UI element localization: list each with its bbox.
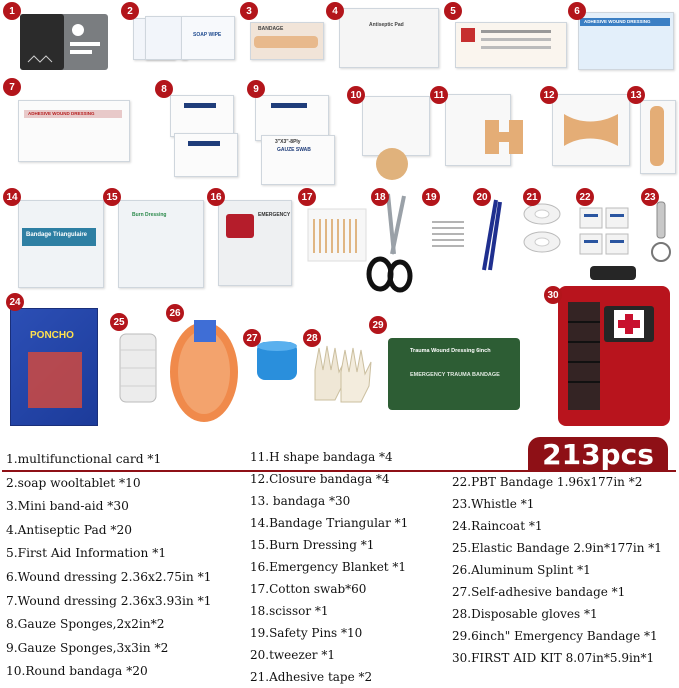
item-badge-15: 15	[103, 188, 121, 206]
whistle-icon	[648, 198, 674, 268]
contents-column-1	[6, 448, 211, 684]
item-badge-26: 26	[166, 304, 184, 322]
item-badge-14: 14	[3, 188, 21, 206]
item-badge-9: 9	[247, 80, 265, 98]
first-aid-information-card	[455, 22, 567, 68]
first-aid-kit-bag-icon	[552, 262, 676, 430]
list-item: 15.Burn Dressing *1	[250, 538, 375, 552]
soap-wipes	[133, 12, 236, 64]
item-badge-30: 30	[544, 286, 562, 304]
item-badge-27: 27	[243, 329, 261, 347]
burn-dressing	[118, 200, 204, 290]
item-badge-5: 5	[444, 2, 462, 20]
disposable-gloves-icon	[305, 340, 379, 406]
bandages-strip	[640, 100, 676, 180]
list-item: 24.Raincoat *1	[452, 519, 543, 533]
item-badge-11: 11	[430, 86, 448, 104]
aluminum-splint-icon	[168, 316, 242, 426]
item-badge-29: 29	[369, 316, 387, 334]
contents-column-2	[250, 446, 408, 688]
gauze-size-label: 3"X3"-8Ply	[275, 139, 301, 145]
burn-label: Burn Dressing	[132, 212, 167, 218]
list-item: 18.scissor *1	[250, 604, 329, 618]
safety-pins-icon	[428, 216, 470, 256]
item-badge-23: 23	[641, 188, 659, 206]
list-item: 4.Antiseptic Pad *20	[6, 522, 133, 537]
emergency-blanket	[218, 200, 294, 288]
list-item: 20.tweezer *1	[250, 648, 335, 662]
antiseptic-label: Antiseptic Pad	[369, 22, 404, 28]
item-badge-6: 6	[568, 2, 586, 20]
bandage-label: BANDAGE	[258, 26, 284, 32]
list-item: 14.Bandage Triangular *1	[250, 516, 409, 530]
adhesive-tape-icon	[512, 200, 572, 260]
item-badge-17: 17	[298, 188, 316, 206]
blanket-label: EMERGENCY	[258, 212, 291, 218]
item-badge-20: 20	[473, 188, 491, 206]
emergency-bandage-label-2: EMERGENCY TRAUMA BANDAGE	[410, 372, 500, 378]
list-item: 19.Safety Pins *10	[250, 626, 363, 640]
list-item: 6.Wound dressing 2.36x2.75in *1	[6, 569, 212, 584]
wound-dressing-label: ADHESIVE WOUND DRESSING	[584, 19, 651, 24]
adhesive-dressing-label: ADHESIVE WOUND DRESSING	[28, 111, 95, 116]
self-adhesive-bandage-icon	[253, 338, 301, 384]
item-badge-1: 1	[3, 2, 21, 20]
item-badge-4: 4	[326, 2, 344, 20]
closure-bandages	[552, 94, 632, 168]
emergency-bandage	[388, 338, 522, 412]
list-item: 1.multifunctional card *1	[6, 452, 162, 466]
multifunctional-card-icon	[18, 12, 110, 72]
soap-wipe-label: SOAP WIPE	[193, 32, 222, 38]
list-item: 28.Disposable gloves *1	[452, 607, 598, 621]
item-badge-8: 8	[155, 80, 173, 98]
item-badge-7: 7	[3, 78, 21, 96]
list-item: 30.FIRST AID KIT 8.07in*5.9in*1	[452, 651, 655, 665]
round-bandages	[362, 96, 434, 184]
list-item: 13. bandaga *30	[250, 494, 351, 508]
gauze-sponges-3x3	[255, 95, 335, 187]
list-item: 10.Round bandaga *20	[6, 664, 148, 679]
list-item: 29.6inch" Emergency Bandage *1	[452, 629, 658, 643]
wound-dressing-large	[18, 100, 130, 162]
item-badge-13: 13	[627, 86, 645, 104]
list-item: 12.Closure bandaga *4	[250, 472, 390, 486]
list-item: 22.PBT Bandage 1.96x177in *2	[452, 475, 643, 489]
list-item: 27.Self-adhesive bandage *1	[452, 585, 626, 599]
list-item: 16.Emergency Blanket *1	[250, 560, 407, 574]
raincoat-poncho	[10, 308, 98, 426]
item-badge-24: 24	[6, 293, 24, 311]
list-item: 17.Cotton swab*60	[250, 582, 367, 596]
h-shape-bandages	[445, 94, 535, 176]
gauze-sponges-2x2	[170, 95, 240, 177]
item-badge-18: 18	[371, 188, 389, 206]
list-item: 23.Whistle *1	[452, 497, 535, 511]
item-badge-2: 2	[121, 2, 139, 20]
list-item: 5.First Aid Information *1	[6, 546, 167, 561]
item-badge-28: 28	[303, 329, 321, 347]
list-item: 7.Wound dressing 2.36x3.93in *1	[6, 593, 212, 608]
bandage-triangular	[18, 200, 104, 290]
tweezer-icon	[478, 196, 508, 276]
item-badge-16: 16	[207, 188, 225, 206]
list-item: 25.Elastic Bandage 2.9in*177in *1	[452, 541, 662, 555]
antiseptic-pads	[339, 8, 439, 68]
emergency-bandage-label: Trauma Wound Dressing 6inch	[410, 348, 491, 354]
list-item: 8.Gauze Sponges,2x2in*2	[6, 617, 165, 632]
cotton-swabs	[302, 205, 372, 265]
list-item: 21.Adhesive tape *2	[250, 670, 373, 684]
list-item: 26.Aluminum Splint *1	[452, 563, 591, 577]
elastic-bandage-icon	[116, 330, 160, 406]
item-badge-19: 19	[422, 188, 440, 206]
item-count-badge: 213pcs	[528, 437, 668, 471]
item-badge-10: 10	[347, 86, 365, 104]
item-badge-12: 12	[540, 86, 558, 104]
triangular-label: Bandage Triangulaire	[26, 232, 88, 238]
item-badge-22: 22	[576, 188, 594, 206]
list-item: 2.soap wooltablet *10	[6, 475, 141, 490]
list-item: 11.H shape bandaga *4	[250, 450, 393, 464]
scissor-icon	[364, 190, 414, 300]
list-item: 9.Gauze Sponges,3x3in *2	[6, 640, 169, 655]
item-badge-21: 21	[523, 188, 541, 206]
pbt-bandage-icon	[576, 204, 632, 260]
list-item: 3.Mini band-aid *30	[6, 499, 129, 514]
item-badge-3: 3	[240, 2, 258, 20]
poncho-label: PONCHO	[30, 330, 74, 341]
item-badge-25: 25	[110, 313, 128, 331]
contents-column-3	[452, 471, 662, 669]
gauze-label: GAUZE SWAB	[277, 147, 311, 153]
wound-dressing-small	[578, 12, 674, 70]
mini-band-aids	[250, 22, 325, 62]
